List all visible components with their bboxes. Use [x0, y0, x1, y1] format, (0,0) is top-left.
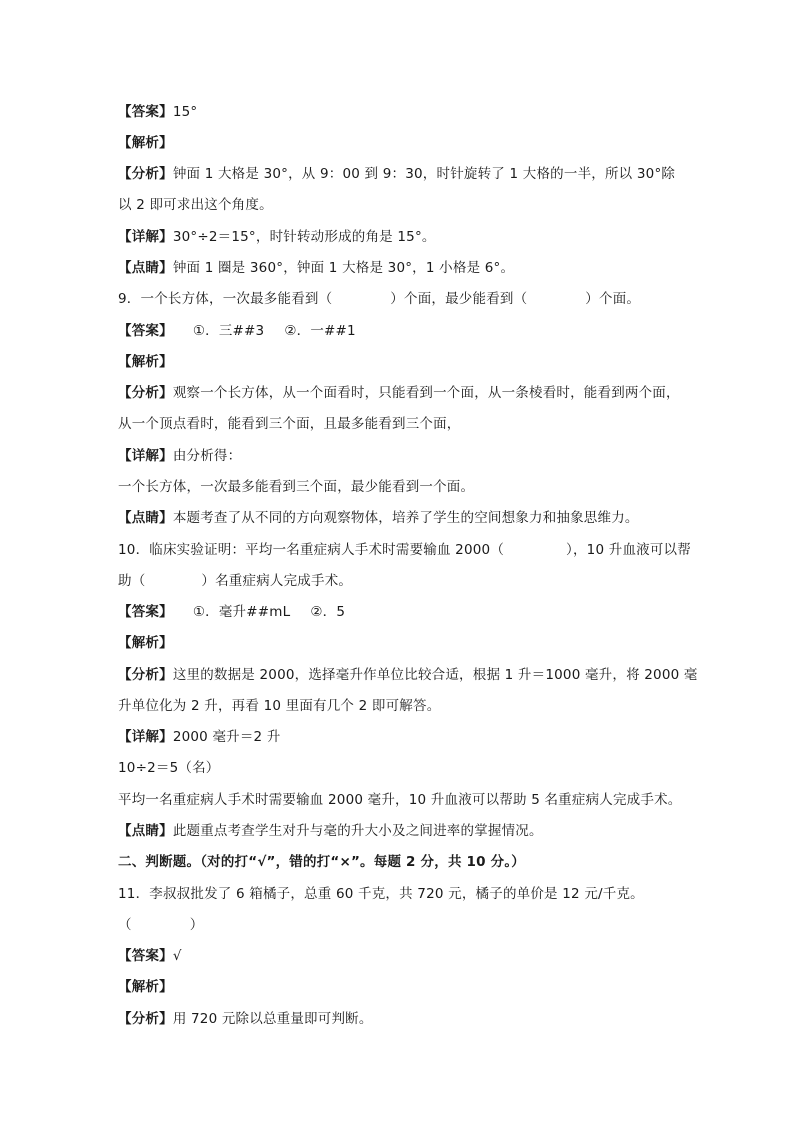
- analysis-line: 【分析】用 720 元除以总重量即可判断。: [118, 1011, 373, 1027]
- answer-line: 【答案】 ①．三##3 ②．一##1: [118, 323, 356, 339]
- analysis-line: 【分析】这里的数据是 2000，选择毫升作单位比较合适，根据 1 升＝1000 毫升，将 2000 毫: [118, 667, 698, 683]
- question-10: 10．临床实验证明：平均一名重症病人手术时需要输血 2000（ ），10 升血液可以帮: [118, 542, 691, 558]
- analysis-line-cont: 以 2 即可求出这个角度。: [118, 197, 273, 213]
- analysis-heading: 【解析】: [118, 979, 173, 995]
- detail-line-cont: 平均一名重症病人手术时需要输血 2000 毫升，10 升血液可以帮助 5 名重症病人完成手术。: [118, 792, 682, 808]
- analysis-line: 【分析】观察一个长方体，从一个面看时，只能看到一个面，从一条棱看时，能看到两个面，: [118, 385, 680, 401]
- key-point-line: 【点睛】本题考查了从不同的方向观察物体，培养了学生的空间想象力和抽象思维力。: [118, 510, 639, 526]
- analysis-line: 【分析】钟面 1 大格是 30°，从 9：00 到 9：30，时针旋转了 1 大格的一半，所以 30°除: [118, 166, 676, 182]
- question-10-cont: 助（ ）名重症病人完成手术。: [118, 573, 353, 589]
- analysis-heading: 【解析】: [118, 135, 173, 151]
- key-point-line: 【点睛】此题重点考查学生对升与毫的升大小及之间进率的掌握情况。: [118, 823, 543, 839]
- question-11-paren: （ ）: [118, 917, 204, 933]
- answer-line: 【答案】 ①．毫升##mL ②．5: [118, 604, 346, 620]
- answer-line: 【答案】√: [118, 948, 182, 964]
- section-heading: 二、判断题。（对的打“√”，错的打“×”。每题 2 分，共 10 分。）: [118, 854, 525, 870]
- key-point-line: 【点睛】钟面 1 圈是 360°，钟面 1 大格是 30°，1 小格是 6°。: [118, 260, 515, 276]
- answer-text: 15°: [172, 104, 198, 120]
- question-9: 9．一个长方体，一次最多能看到（ ）个面，最少能看到（ ）个面。: [118, 291, 641, 307]
- answer-line: [118, 102, 688, 122]
- analysis-heading: 【解析】: [118, 635, 173, 651]
- detail-line: 【详解】30°÷2＝15°，时针转动形成的角是 15°。: [118, 229, 436, 245]
- detail-line: 【详解】由分析得：: [118, 448, 242, 464]
- question-11: 11．李叔叔批发了 6 箱橘子，总重 60 千克，共 720 元，橘子的单价是 12 元/千克。: [118, 886, 644, 902]
- detail-line: 【详解】2000 毫升＝2 升: [118, 729, 281, 745]
- analysis-line-cont: 从一个顶点看时，能看到三个面，且最多能看到三个面，: [118, 416, 461, 432]
- analysis-heading: 【解析】: [118, 354, 173, 370]
- detail-line-cont: 一个长方体，一次最多能看到三个面，最少能看到一个面。: [118, 479, 475, 495]
- detail-line-cont: 10÷2＝5（名）: [118, 760, 220, 776]
- analysis-line-cont: 升单位化为 2 升，再看 10 里面有几个 2 即可解答。: [118, 698, 441, 714]
- answer-tag: 【答案】: [118, 104, 173, 120]
